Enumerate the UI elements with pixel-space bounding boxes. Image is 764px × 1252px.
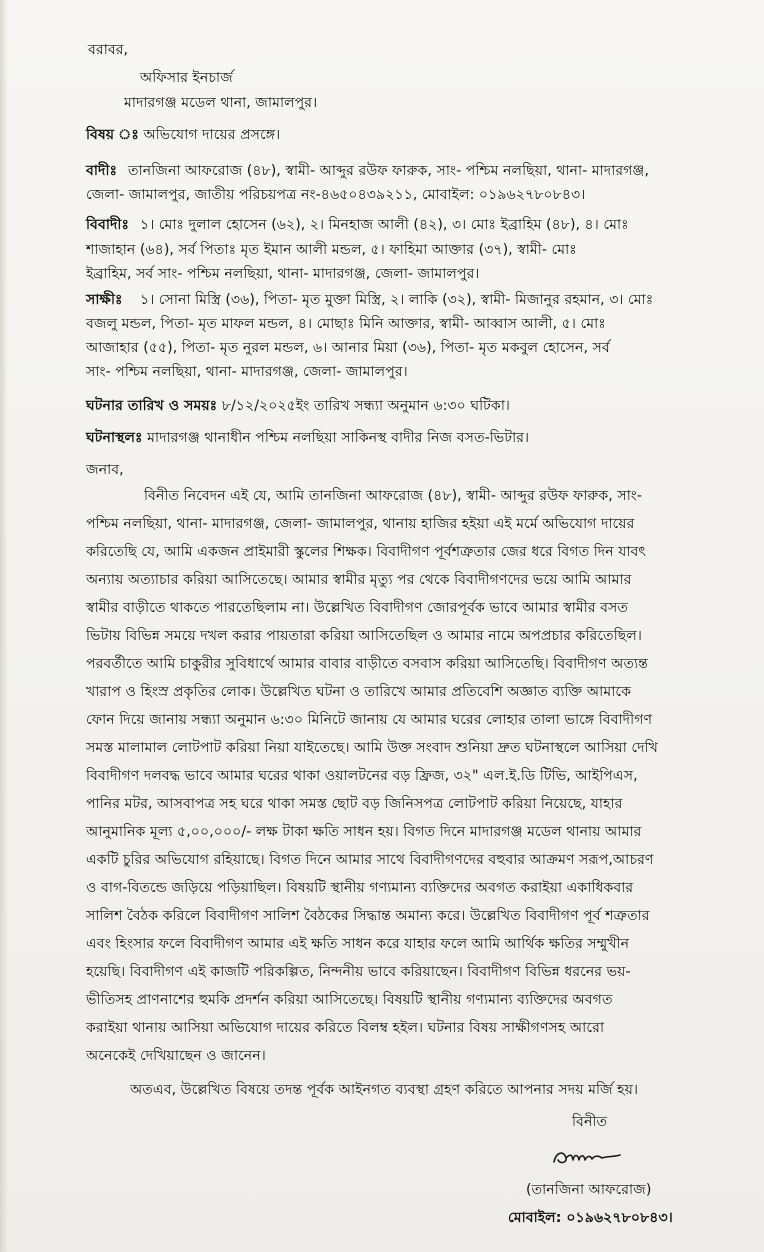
- plaintiff-label: বাদীঃ: [86, 163, 118, 179]
- defendants-label: বিবাদীঃ: [86, 217, 130, 233]
- body-line: হয়েছি। বিবাদীগণ এই কাজটি পরিকল্পিত, নিন্দনীয় ভাবে করিয়াছেন। বিবাদীগণ বিভিন্ন ধরনের ভয়-: [86, 964, 631, 980]
- signature-mobile: মোবাইল: ০১৯৬২৭৮০৮৪৩।: [508, 1210, 673, 1226]
- subject-text: অভিযোগ দায়ের প্রসঙ্গে।: [143, 127, 281, 143]
- incident-place-label: ঘটনাস্থলঃ: [86, 430, 143, 446]
- body-line: সালিশ বৈঠক করিলে বিবাদীগণ সালিশ বৈঠকের সিদ্ধান্ত অমান্য করে। উল্লেখিত বিবাদীগণ পূর্ব শত্রুতার: [86, 908, 650, 924]
- signature-name: (তানজিনা আফরোজ): [526, 1182, 652, 1198]
- greeting: জনাব,: [86, 462, 124, 478]
- witnesses-line: ১। সোনা মিস্ত্রি (৩৬), পিতা- মৃত মুক্তা মিস্ত্রি, ২। লাকি (৩২), স্বামী- মিজানুর রহমান, ৩। মোঃ: [140, 292, 654, 308]
- plaintiff-line: তানজিনা আফরোজ (৪৮), স্বামী- আব্দুর রউফ ফারুক, সাং- পশ্চিম নলছিয়া, থানা- মাদারগঞ্জ,: [128, 163, 650, 179]
- body-line: করাইয়া থানায় আসিয়া অভিযোগ দায়ের করিতে বিলম্ব হইল। ঘটনার বিষয় সাক্ষীগণসহ আরো: [86, 1020, 605, 1036]
- body-line: অনেকেই দেখিয়াছেন ও জানেন।: [86, 1048, 266, 1064]
- subject-line: [86, 125, 280, 145]
- sign-off: বিনীত: [572, 1114, 608, 1130]
- witnesses-line: আজাহার (৫৫), পিতা- মৃত নুরল মন্ডল, ৬। আনার মিয়া (৩৬), পিতা- মৃত মকবুল হোসেন, সর্ব: [86, 340, 610, 356]
- body-line: পরবর্তীতে আমি চাকুরীর সুবিধার্থে আমার বাবার বাড়ীতে বসবাস করিয়া আসিতেছি। বিবাদীগণ অত্যন্ত: [86, 656, 648, 672]
- incident-time-line: [86, 396, 510, 416]
- defendants-line: ইব্রাহিম, সর্ব সাং- পশ্চিম নলছিয়া, থানা- মাদারগঞ্জ, জেলা- জামালপুর।: [86, 266, 480, 282]
- body-line: অন্যায় অত্যাচার করিয়া আসিতেছে। আমার স্বামীর মৃত্যু পর থেকে বিবাদীগণদের ভয়ে আমি আমার: [86, 572, 632, 588]
- incident-time-label: ঘটনার তারিখ ও সময়ঃ: [86, 398, 218, 414]
- body-line: পশ্চিম নলছিয়া, থানা- মাদারগঞ্জ, জেলা- জামালপুর, থানায় হাজির হইয়া এই মর্মে অভিযোগ দায়ের: [86, 516, 635, 532]
- body-line: ও বাগ-বিতন্ডে জড়িয়ে পড়িয়াছিল। বিষয়টি স্থানীয় গণ্যমান্য ব্যক্তিদের অবগত করাইয়া একাধিকবার: [86, 880, 634, 896]
- body-line: এবং হিংসার ফলে বিবাদীগণ আমার এই ক্ষতি সাধন করে যাহার ফলে আমি আর্থিক ক্ষতির সম্মুখীন: [86, 936, 630, 952]
- page-edge-shadow: [0, 0, 8, 1252]
- witnesses-label: সাক্ষীঃ: [86, 292, 123, 308]
- body-line: ভীতিসহ প্রাণনাশের হুমকি প্রদর্শন করিয়া আসিতেছে। বিষয়টি স্থানীয় গণ্যমান্য ব্যক্তিদের অবগত: [86, 992, 613, 1008]
- signature-image: [548, 1142, 638, 1170]
- witnesses-line: সাং- পশ্চিম নলছিয়া, থানা- মাদারগঞ্জ, জেলা- জামালপুর।: [86, 364, 408, 380]
- incident-place-line: [86, 428, 529, 448]
- closing-request: অতএব, উল্লেখিত বিষয়ে তদন্ত পূর্বক আইনগত ব্যবস্থা গ্রহণ করিতে আপনার সদয় মর্জি হয়।: [130, 1082, 639, 1098]
- body-line: পানির মটর, আসবাপত্র সহ ঘরে থাকা সমস্ত ছোট বড় জিনিসপত্র লোটপাট করিয়া নিয়েছে, যাহার: [86, 796, 623, 812]
- recipient-station: মাদারগঞ্জ মডেল থানা, জামালপুর।: [124, 95, 318, 111]
- witnesses-line: বজলু মন্ডল, পিতা- মৃত মাফল মন্ডল, ৪। মোছাঃ মিনি আক্তার, স্বামী- আব্বাস আলী, ৫। মোঃ: [86, 316, 606, 332]
- incident-place-text: মাদারগঞ্জ থানাধীন পশ্চিম নলছিয়া সাকিনস্থ বাদীর নিজ বসত-ভিটার।: [147, 430, 530, 446]
- body-line: স্বামীর বাড়ীতে থাকতে পারতেছিলাম না। উল্লেখিত বিবাদীগণ জোরপূর্বক ভাবে আমার স্বামীর বসত: [86, 600, 629, 616]
- subject-label: বিষয় ঃ: [86, 127, 139, 143]
- body-line: একটি চুরির অভিযোগ রহিয়াছে। বিগত দিনে আমার সাথে বিবাদীগণদের বহুবার আক্রমণ সরূপ,আচরণ: [86, 852, 654, 868]
- recipient-officer: অফিসার ইনচার্জ: [140, 70, 233, 86]
- body-line: বিনীত নিবেদন এই যে, আমি তানজিনা আফরোজ (৪৮), স্বামী- আব্দুর রউফ ফারুক, সাং-: [144, 488, 643, 504]
- defendants-line: শাজাহান (৬৪), সর্ব পিতাঃ মৃত ইমান আলী মন্ডল, ৫। ফাহিমা আক্তার (৩৭), স্বামী- মোঃ: [86, 242, 577, 258]
- incident-time-text: ৮/১২/২০২৫ইং তারিখ সন্ধ্যা অনুমান ৬:৩০ ঘটিকা।: [221, 398, 511, 414]
- salutation-to: বরাবর,: [88, 42, 129, 58]
- body-line: সমস্ত মালামাল লোটপাট করিয়া নিয়া যাইতেছে। আমি উক্ত সংবাদ শুনিয়া দ্রুত ঘটনাস্থলে আসিয়া দেখি: [86, 740, 658, 756]
- defendants-line: ১। মোঃ দুলাল হোসেন (৬২), ২। মিনহাজ আলী (৪২), ৩। মোঃ ইব্রাহিম (৪৮), ৪। মোঃ: [140, 217, 629, 233]
- body-line: খারাপ ও হিংস্র প্রকৃতির লোক। উল্লেখিত ঘটনা ও তারিখে আমার প্রতিবেশি অজ্ঞাত ব্যক্তি আমাকে: [86, 684, 632, 700]
- body-line: করিতেছি যে, আমি একজন প্রাইমারী স্কুলের শিক্ষক। বিবাদীগণ পূর্বশত্রুতার জের ধরে বিগত দিন যাবৎ: [86, 544, 646, 560]
- plaintiff-line: জেলা- জামালপুর, জাতীয় পরিচয়পত্র নং-৪৬৫০৪৩৯২১১, মোবাইল: ০১৯৬২৭৮০৮৪৩।: [86, 187, 586, 203]
- body-line: ভিটায় বিভিন্ন সময়ে দখল করার পায়তারা করিয়া আসিতেছিল ও আমার নামে অপপ্রচার করিতেছিল।: [86, 628, 642, 644]
- body-line: আনুমানিক মূল্য ৫,০০,০০০/- লক্ষ টাকা ক্ষতি সাধন হয়। বিগত দিনে মাদারগঞ্জ মডেল থানায় আমার: [86, 824, 642, 840]
- body-line: বিবাদীগণ দলবদ্ধ ভাবে আমার ঘরের থাকা ওয়ালটনের বড় ফ্রিজ, ৩২" এল.ই.ডি টিভি, আইপিএস,: [86, 768, 638, 784]
- body-line: ফোন দিয়ে জানায় সন্ধ্যা অনুমান ৬:৩০ মিনিটে জানায় যে আমার ঘরের লোহার তালা ভাঙ্গে বিবাদীগণ: [86, 712, 653, 728]
